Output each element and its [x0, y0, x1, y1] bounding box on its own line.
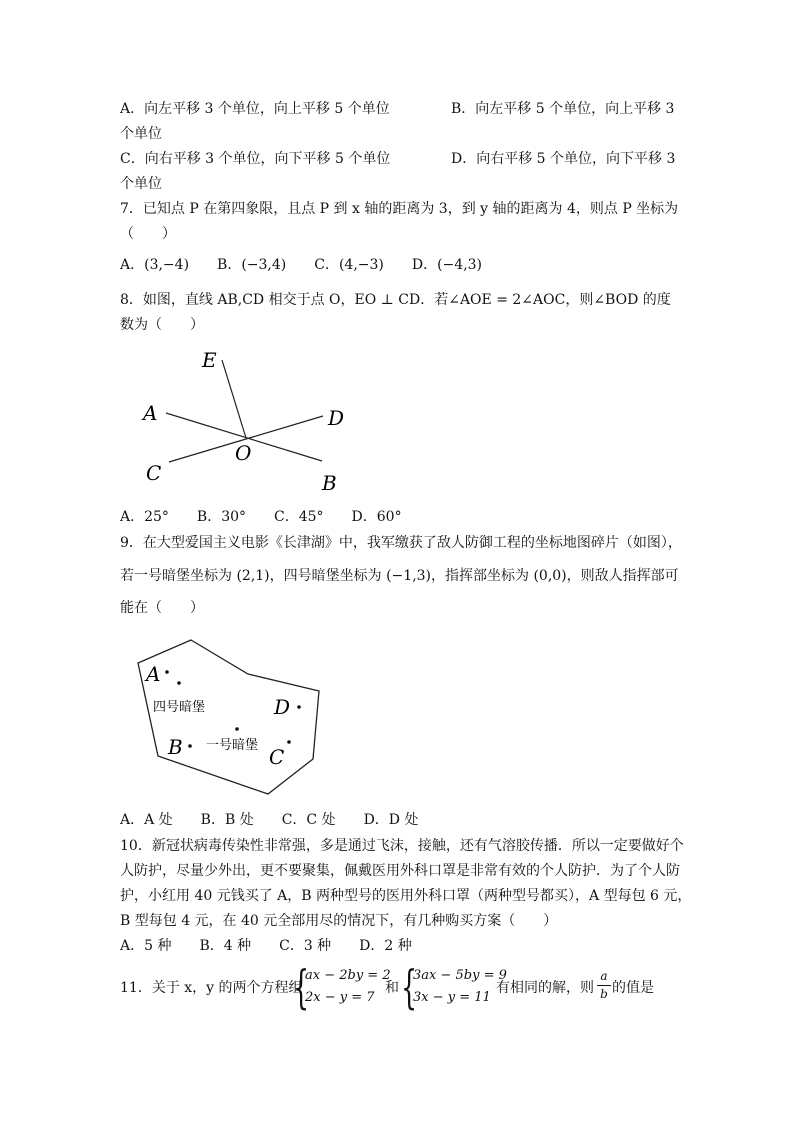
- point-four: [177, 681, 181, 685]
- q8-intersecting-lines-figure: [130, 340, 360, 500]
- label-e: E: [202, 348, 217, 372]
- q11-and: 和: [385, 980, 399, 996]
- label-b: B: [168, 735, 183, 759]
- q11-system-2-eq-1: 3ax − 5by = 9: [413, 968, 507, 983]
- q11-prefix: 11．关于 x，y 的两个方程组: [120, 980, 303, 996]
- q10-line-4: B 型每包 4 元，在 40 元全部用尽的情况下，有几种购买方案（ ）: [120, 913, 558, 929]
- q6-option-a: A．向左平移 3 个单位，向上平移 5 个单位: [120, 101, 390, 117]
- point-a: [165, 670, 169, 674]
- q6-option-c: C．向右平移 3 个单位，向下平移 5 个单位: [120, 151, 391, 167]
- q11-system-1-eq-2: 2x − y = 7: [305, 990, 375, 1005]
- label-c: C: [146, 461, 162, 485]
- q10-options: A．5 种 B．4 种 C．3 种 D．2 种: [120, 938, 412, 954]
- q6-option-b: B．向左平移 5 个单位，向上平移 3: [451, 101, 675, 117]
- point-one: [235, 727, 239, 731]
- label-b: B: [322, 471, 337, 495]
- q9-stem-cont: 若一号暗堡坐标为 (2,1)，四号暗堡坐标为 (−1,3)，指挥部坐标为 (0,0)，则敌人指挥部可: [120, 568, 679, 584]
- label-a: A: [146, 662, 161, 686]
- q6-option-b-wrap: 个单位: [120, 126, 162, 142]
- q7-options: A．(3,−4) B．(−3,4) C．(4,−3) D．(−4,3): [120, 257, 483, 273]
- label-c: C: [269, 745, 285, 769]
- map-outline: [138, 640, 319, 794]
- q10-line-1: 10．新冠状病毒传染性非常强，多是通过飞沫，接触，还有气溶胶传播．所以一定要做好个: [120, 838, 684, 854]
- q7-paren: （ ）: [120, 226, 176, 242]
- q9-map-fragment: [130, 632, 330, 800]
- label-four: 四号暗堡: [153, 700, 206, 715]
- label-d: D: [274, 695, 291, 719]
- q6-option-d-wrap: 个单位: [120, 176, 162, 192]
- q11-post-2: 的值是: [612, 980, 654, 996]
- q11-post-1: 有相同的解，则: [496, 980, 594, 996]
- label-o: O: [235, 441, 252, 465]
- point-b: [188, 744, 192, 748]
- label-a: A: [143, 401, 158, 425]
- q7-stem: 7．已知点 P 在第四象限，且点 P 到 x 轴的距离为 3，到 y 轴的距离为 4，则点 P 坐标为: [120, 201, 679, 217]
- q9-stem: 9．在大型爱国主义电影《长津湖》中，我军缴获了敌人防御工程的坐标地图碎片（如图），: [120, 535, 682, 551]
- q11-brace-1: {: [293, 960, 310, 1014]
- q9-options: A．A 处 B．B 处 C．C 处 D．D 处: [120, 812, 419, 828]
- q11-frac-denominator: b: [600, 987, 608, 1001]
- q8-stem: 8．如图，直线 AB,CD 相交于点 O，EO ⊥ CD．若∠AOE = 2∠AOC，则∠BOD 的度: [120, 292, 671, 308]
- q11-frac-bar: [597, 985, 611, 986]
- q11-system-2-eq-2: 3x − y = 11: [413, 990, 491, 1005]
- q11-system-1-eq-1: ax − 2by = 2: [305, 968, 391, 983]
- ray-oe: [222, 360, 246, 438]
- q8-options: A．25° B．30° C．45° D．60°: [120, 509, 402, 525]
- label-d: D: [328, 406, 345, 430]
- q8-stem-cont: 数为（ ）: [120, 317, 204, 333]
- q11-frac-numerator: a: [600, 969, 608, 983]
- q10-line-3: 护，小红用 40 元钱买了 A，B 两种型号的医用外科口罩（两种型号都买），A 型每包 6 元，: [120, 888, 692, 904]
- q10-line-2: 人防护，尽量少外出，更不要聚集，佩戴医用外科口罩是非常有效的个人防护．为了个人防: [120, 863, 680, 879]
- q6-option-d: D．向右平移 5 个单位，向下平移 3: [451, 151, 676, 167]
- label-one: 一号暗堡: [206, 738, 259, 753]
- q11-brace-2: {: [401, 960, 418, 1014]
- point-d: [297, 705, 301, 709]
- q9-stem-cont2: 能在（ ）: [120, 600, 204, 616]
- point-c: [287, 740, 291, 744]
